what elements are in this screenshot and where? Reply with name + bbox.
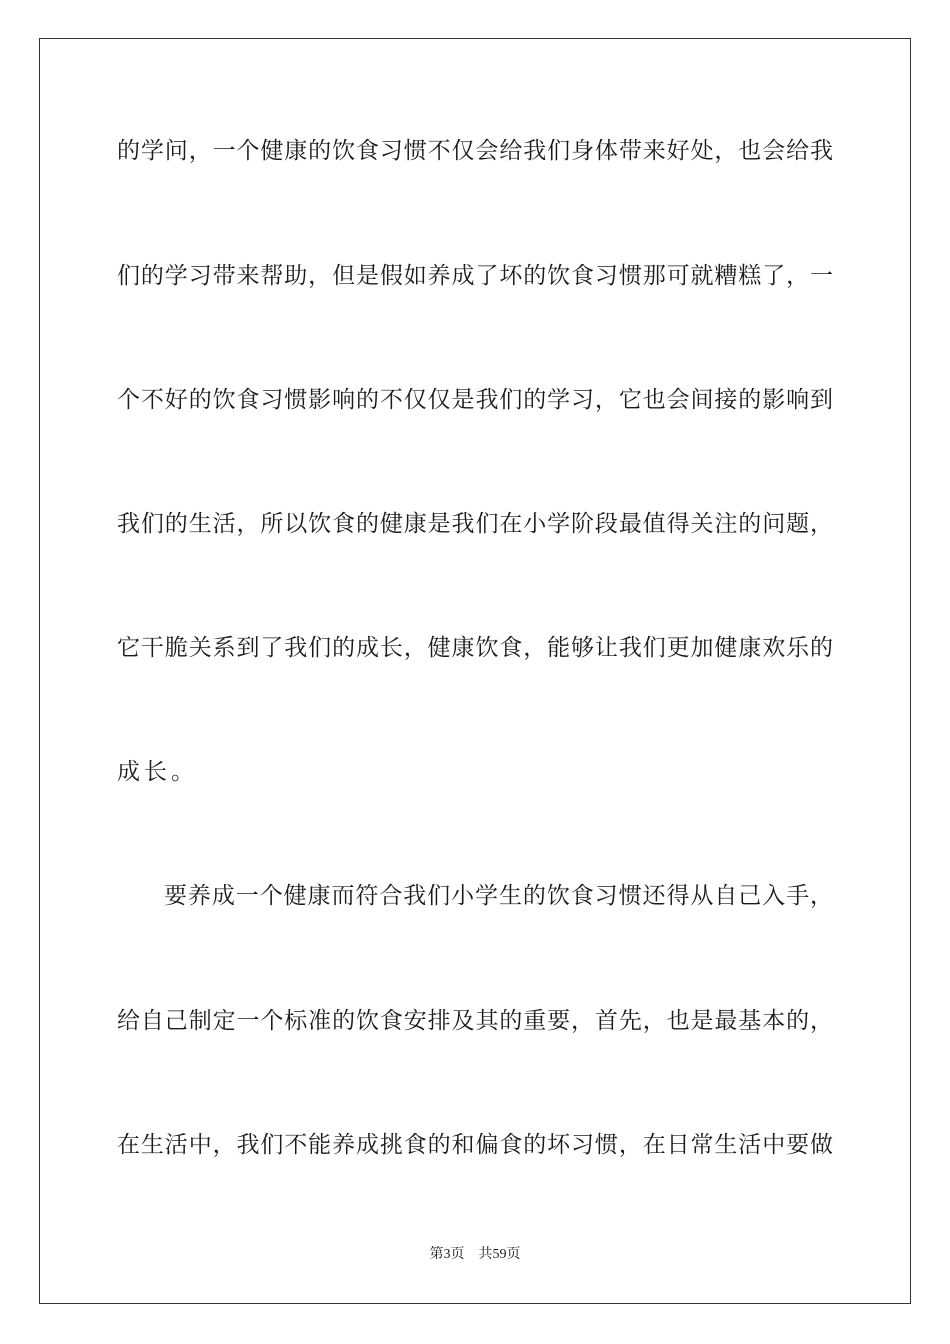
page-border [39, 38, 911, 1304]
text-line: 给自己制定一个标准的饮食安排及其的重要，首先，也是最基本的， [117, 1008, 833, 1034]
paragraph-first-line: 要养成一个健康而符合我们小学生的饮食习惯还得从自己入手， [164, 883, 833, 909]
page-footer [0, 1245, 950, 1265]
text-line: 它干脆关系到了我们的成长，健康饮食，能够让我们更加健康欢乐的 [117, 635, 833, 661]
text-line: 们的学习带来帮助，但是假如养成了坏的饮食习惯那可就糟糕了，一 [117, 263, 833, 289]
page-number: 第3页 [429, 1247, 465, 1262]
text-line: 的学问，一个健康的饮食习惯不仅会给我们身体带来好处，也会给我 [117, 138, 833, 164]
text-line: 个不好的饮食习惯影响的不仅仅是我们的学习，它也会间接的影响到 [117, 387, 833, 413]
text-line: 成长。 [117, 759, 198, 785]
text-line: 我们的生活，所以饮食的健康是我们在小学阶段最值得关注的问题， [117, 511, 833, 537]
page-total: 共59页 [478, 1247, 521, 1262]
text-line: 在生活中，我们不能养成挑食的和偏食的坏习惯，在日常生活中要做 [117, 1132, 833, 1158]
